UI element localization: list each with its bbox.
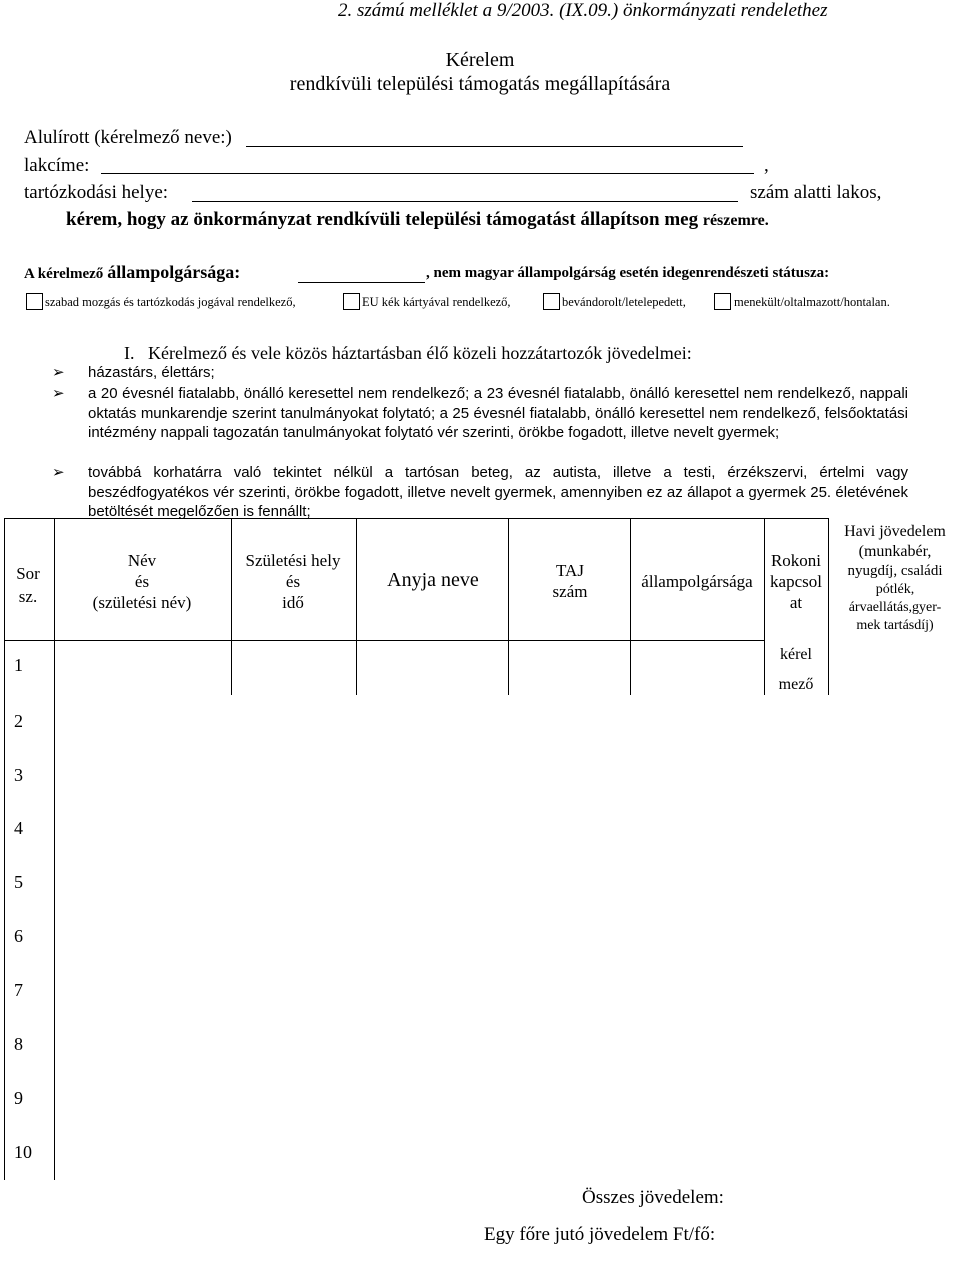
header-name-line3: (születési név) — [92, 593, 192, 612]
annex-note: 2. számú melléklet a 9/2003. (IX.09.) önkormányzati rendelethez — [338, 0, 828, 21]
applicant-name-label: Alulírott (kérelmező neve:) — [24, 127, 232, 148]
address-label: lakcíme: — [24, 155, 90, 176]
header-income-line5: árvaellátás,gyer- — [848, 600, 942, 615]
request-bold: kérem, hogy az önkormányzat rendkívüli települési támogatást állapítson meg — [66, 209, 699, 230]
form-title: Kérelem — [445, 49, 515, 71]
bullet-text-spouse: házastárs, élettárs; — [88, 364, 215, 381]
header-monthly-income — [826, 522, 960, 635]
status-checkbox-settled[interactable] — [543, 293, 560, 310]
status-checkbox-eu-blue-card[interactable] — [343, 293, 360, 310]
row1-relation-line2: mező — [778, 676, 814, 693]
header-name-line1: Név — [127, 551, 157, 570]
row-divider — [54, 640, 764, 641]
header-income-line3: nyugdíj, családi — [847, 563, 943, 579]
row-number: 9 — [14, 1088, 23, 1108]
citizenship-suffix: , nem magyar állampolgárság esetén idegenrendészeti státusza: — [426, 265, 830, 281]
bullet-text-disabled-children: továbbá korhatárra való tekintet nélkül a tartósan beteg, az autista, illetve a testi, érzékszervi, értelmi vagy beszédfogyatékos vér szerinti, örökbe fogadott, illetve nevelt gyermek, amennyiben ez az állapot a gyermek 25. életévének betöltését megelőzően is fennállt; — [88, 464, 908, 520]
status-option-free-movement: szabad mozgás és tartózkodás jogával rendelkező, — [45, 295, 296, 309]
status-checkbox-free-movement[interactable] — [26, 293, 43, 310]
residence-field[interactable] — [192, 201, 738, 202]
bullet-text-children: a 20 évesnél fiatalabb, önálló keresettel nem rendelkező; a 23 évesnél fiatalabb, önálló keresettel nem rendelkező, nappali oktatás munkarendje szerint tanulmányokat folytató; a 25 évesnél fiatalabb, önálló keresettel nem rendelkező, felsőoktatási intézmény nappali tagozatán tanulmányokat folytató vér szerinti, örökbe fogadott, illetve nevelt gyermek; — [88, 385, 908, 441]
header-relation-line2: kapcsol — [770, 572, 822, 591]
row1-relation-line1: kérel — [780, 646, 812, 663]
header-birth-line1: Születési hely — [245, 551, 341, 570]
row-number: 8 — [14, 1034, 23, 1054]
header-mother-name: Anyja neve — [387, 569, 479, 591]
bullet-arrow-icon: ➢ — [52, 465, 65, 481]
applicant-name-field[interactable] — [246, 146, 743, 147]
header-taj — [510, 560, 630, 602]
address-field[interactable] — [101, 173, 754, 174]
header-name — [56, 550, 228, 613]
residence-suffix: szám alatti lakos, — [750, 182, 882, 203]
column-divider — [508, 518, 509, 695]
header-row-number-line2: sz. — [18, 587, 38, 606]
residence-label: tartózkodási helye: — [24, 182, 169, 203]
row-number: 1 — [14, 655, 23, 675]
status-option-refugee: menekült/oltalmazott/hontalan. — [734, 295, 890, 309]
citizenship-line — [24, 262, 240, 283]
column-divider — [356, 518, 357, 695]
request-tail: részemre. — [702, 212, 769, 229]
header-relation — [764, 550, 828, 613]
column-divider — [54, 518, 55, 1180]
citizenship-field[interactable] — [298, 282, 425, 283]
header-income-line2: (munkabér, — [858, 543, 932, 560]
row-divider — [4, 640, 54, 641]
row1-relation — [764, 640, 828, 700]
column-divider — [630, 518, 631, 695]
address-comma: , — [764, 155, 769, 176]
header-taj-line1: TAJ — [556, 561, 584, 580]
row-number: 6 — [14, 926, 23, 946]
row-number: 7 — [14, 980, 23, 1000]
citizenship-prefix: A kérelmező — [24, 266, 104, 282]
bullet-arrow-icon: ➢ — [52, 365, 65, 381]
header-relation-line3: at — [789, 593, 803, 612]
bullet-arrow-icon: ➢ — [52, 386, 65, 402]
header-birth — [232, 550, 354, 613]
per-capita-income-label: Egy főre jutó jövedelem Ft/fő: — [484, 1224, 716, 1245]
header-row-number-line1: Sor — [16, 564, 40, 583]
header-taj-line2: szám — [552, 582, 588, 601]
total-income-label: Összes jövedelem: — [582, 1187, 724, 1208]
status-checkbox-refugee[interactable] — [714, 293, 731, 310]
header-name-line2: és — [134, 572, 150, 591]
table-border-left — [4, 518, 5, 1180]
row-number: 10 — [14, 1142, 32, 1162]
section-title: I. Kérelmező és vele közös háztartásban élő közeli hozzátartozók jövedelmei: — [124, 343, 692, 363]
row-number: 5 — [14, 872, 23, 892]
request-statement — [66, 209, 769, 231]
citizenship-label: állampolgársága: — [107, 262, 241, 282]
status-option-eu-blue-card: EU kék kártyával rendelkező, — [362, 295, 511, 309]
table-border-top — [4, 518, 828, 519]
form-subtitle: rendkívüli települési támogatás megállapítására — [289, 73, 671, 95]
row-number: 2 — [14, 711, 23, 731]
header-row-number — [6, 562, 50, 608]
status-option-settled: bevándorolt/letelepedett, — [562, 295, 686, 309]
header-birth-line2: és — [285, 572, 301, 591]
row-number: 4 — [14, 818, 23, 838]
header-income-line1: Havi jövedelem — [844, 523, 946, 540]
row-number: 3 — [14, 765, 23, 785]
header-citizenship: állampolgársága — [641, 572, 753, 591]
header-income-line4: pótlék, — [875, 582, 915, 597]
header-relation-line1: Rokoni — [770, 551, 822, 570]
header-birth-line3: idő — [282, 593, 304, 612]
header-income-line6: mek tartásdíj) — [856, 618, 934, 633]
